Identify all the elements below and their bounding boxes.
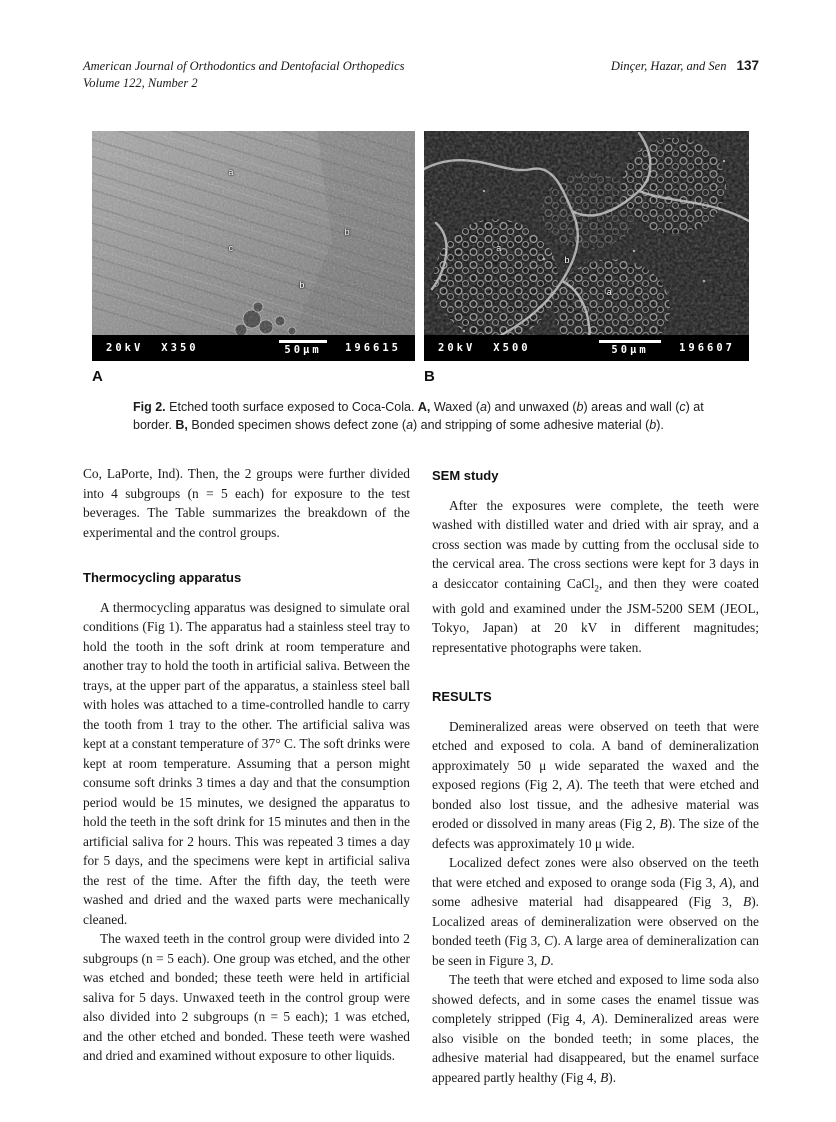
figure-label-b: B <box>424 368 435 385</box>
sem-texture-a <box>92 131 415 361</box>
sem-magnification: X350 <box>161 342 199 354</box>
sem-kv: 20kV <box>438 342 476 354</box>
page-number: 137 <box>736 58 759 73</box>
scale-bar-label: 50μm <box>284 344 322 357</box>
paragraph-thermocycling: A thermocycling apparatus was designed to simulate oral conditions (Fig 1). The apparatus had a stainless steel tray to hold the tooth in the soft drink at room temperature and another tray to hold the tooth in artificial saliva. Between the trays, at the upper part of the apparatus, a stainless steel ball with holes was attached to a time-controlled handle to carry the tooth from 1 tray to the other. The artificial saliva was kept at a constant temperature of 37° C. The soft drinks were kept at room temperature. Assuming that a person might consume soft drinks 3 times a day and that the consumption period would be 15 minutes, we designed the apparatus to hold the teeth in the soft drink for 15 minutes and then in the artificial saliva for 2 hours. This was repeated 3 times a day for 5 days, and the specimens were kept in artificial saliva the rest of the time. After the fifth day, the teeth were washed and dried and the waxed parts were mechanically cleaned. <box>83 599 410 927</box>
figure-2 <box>92 131 749 385</box>
sem-magnification: X500 <box>493 342 531 354</box>
heading-sem-study: SEM study <box>432 468 499 483</box>
journal-info <box>83 58 405 92</box>
scale-bar <box>279 340 327 356</box>
heading-results: RESULTS <box>432 689 492 705</box>
sem-info-bar-a <box>92 335 415 361</box>
column-right <box>432 464 759 1087</box>
sem-frame-id: 196607 <box>679 342 735 354</box>
journal-title: American Journal of Orthodontics and Dentofacial Orthopedics <box>83 59 405 73</box>
paragraph-control-groups: The waxed teeth in the control group were divided into 2 subgroups (n = 5 each). One group was etched, and the other was etched and bonded; these teeth were held in artificial saliva for 5 days. Unwaxed teeth in the control group were also divided into 2 subgroups (n = 5 each); 1 was etched, and the other etched and bonded. These teeth were washed and dried and examined without exposure to other liquids. <box>83 931 410 1063</box>
scale-bar-line <box>599 340 661 343</box>
paragraph-results-lime-soda: The teeth that were etched and exposed to lime soda also showed defects, and in some cases the enamel tissue was completely stripped (Fig 4, A). Demineralized areas were also visible on the bonded teeth; in some places, the adhesive material had disappeared, but the enamel surface appeared partly healthy (Fig 4, B). <box>432 972 759 1085</box>
figure-caption: Fig 2. Etched tooth surface exposed to Coca-Cola. A, Waxed (a) and unwaxed (b) areas and wall (c) at border. B, Bonded specimen shows defect zone (a) and stripping of some adhesive material (b). <box>133 400 704 432</box>
paragraph-results-cola: Demineralized areas were observed on teeth that were etched and exposed to cola. A band of demineralization approximately 50 μ wide separated the waxed and the exposed regions (Fig 2, A). The teeth that were etched and bonded also lost tissue, and the adhesive material was eroded or dissolved in many areas (Fig 2, B). The size of the defects was approximately 10 μ wide. <box>432 718 759 851</box>
annotation-c: c <box>228 243 234 254</box>
scale-bar <box>599 340 661 356</box>
paragraph-sem-study: After the exposures were complete, the teeth were washed with distilled water and dried with air spray, and a cross section was made by cutting from the occlusal side to the cervical area. The cross sections were kept for 3 days in a desiccator containing CaCl$_2$, and then they were coated with gold and examined under the JSM-5200 SEM (JEOL, Tokyo, Japan) at 20 kV in different magnitudes; representative photographs were taken. <box>432 497 759 655</box>
figure-panel-a <box>92 131 415 385</box>
volume-line: Volume 122, Number 2 <box>83 76 198 90</box>
paragraph-groups-continued: Co, LaPorte, Ind). Then, the 2 groups were further divided into 4 subgroups (n = 5 each) for exposure to the test beverages. The Table summarizes the breakdown of the experimental and the control groups. <box>83 466 410 540</box>
heading-thermocycling-apparatus: Thermocycling apparatus <box>83 570 242 585</box>
running-head <box>83 58 759 92</box>
annotation-a2: a <box>606 287 612 297</box>
sem-kv: 20kV <box>106 342 144 354</box>
annotation-b2: b <box>299 280 305 291</box>
annotation-a: a <box>228 167 234 178</box>
sem-frame-id: 196615 <box>345 342 401 354</box>
scale-bar-label: 50μm <box>611 344 649 357</box>
running-authors: Dinçer, Hazar, and Sen <box>610 59 727 73</box>
sem-info-bar-b <box>424 335 749 361</box>
paragraph-results-orange-soda: Localized defect zones were also observed on the teeth that were etched and exposed to orange soda (Fig 3, A), and some adhesive material had disappeared (Fig 3, B). Localized areas of demineralization were observed on the bonded teeth (Fig 3, C). A large area of demineralization can be seen in Figure 3, D. <box>432 855 760 968</box>
scale-bar-line <box>279 340 327 343</box>
annotation-b: b <box>564 254 570 265</box>
figure-label-a: A <box>92 368 103 385</box>
sem-micrograph-b <box>424 131 749 361</box>
annotation-a: a <box>496 243 502 254</box>
annotation-b: b <box>344 227 350 238</box>
running-head-right <box>611 58 759 74</box>
body-text <box>83 464 759 1087</box>
column-left <box>83 464 410 1087</box>
figure-panel-b <box>424 131 749 385</box>
sem-texture-b <box>424 131 749 361</box>
sem-micrograph-a <box>92 131 415 361</box>
